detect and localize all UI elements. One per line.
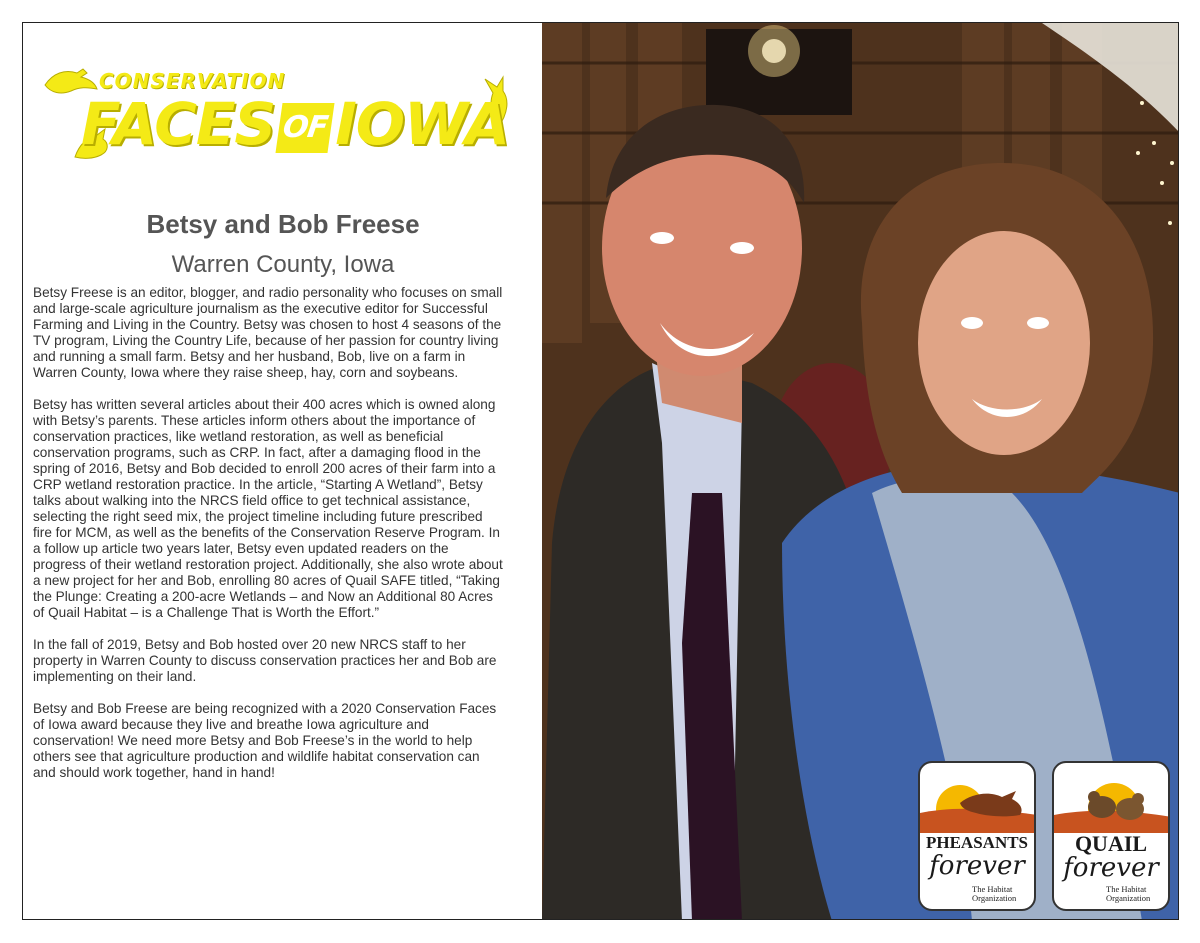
quail-tagline-line1: The Habitat bbox=[1106, 884, 1147, 894]
quail-sunset-icon bbox=[1054, 763, 1170, 833]
logo-of-text: OF bbox=[276, 103, 335, 153]
logo-iowa-text: IOWA bbox=[335, 90, 509, 158]
text-panel bbox=[23, 23, 543, 919]
quail-tagline-line2: Organization bbox=[1106, 893, 1151, 903]
honoree-photo bbox=[542, 23, 1179, 919]
conservation-faces-of-iowa-logo bbox=[41, 55, 511, 180]
logo-faces-text: FACES bbox=[81, 90, 276, 158]
logo-conservation-text: CONSERVATION bbox=[99, 69, 286, 93]
pheasants-tagline-line1: The Habitat bbox=[972, 884, 1013, 894]
pheasant-sunset-icon bbox=[920, 763, 1036, 833]
quail-forever-script: forever bbox=[1063, 853, 1159, 883]
biography bbox=[33, 285, 503, 797]
quail-title: QUAIL bbox=[1074, 831, 1148, 856]
logo-main-text bbox=[81, 90, 509, 158]
pheasants-forever-script: forever bbox=[929, 851, 1025, 881]
pheasants-tagline-line2: Organization bbox=[972, 893, 1017, 903]
bio-paragraph: Betsy and Bob Freese are being recognized with a 2020 Conservation Faces of Iowa award because they live and breathe Iowa agriculture and conservation! We need more Betsy and Bob Freese’s in the world to help others see that agriculture production and wildlife habitat conservation can and should work together, hand in hand! bbox=[33, 701, 497, 780]
honoree-location: Warren County, Iowa bbox=[171, 251, 395, 278]
pheasants-title: PHEASANTS bbox=[925, 833, 1029, 852]
pheasants-forever-logo bbox=[918, 761, 1036, 911]
bio-paragraph: Betsy has written several articles about their 400 acres which is owned along with Betsy’s parents. These articles inform others about the importance of conservation practices, like wetland restoration, as well as beneficial conservation programs, such as CRP. In fact, after a damaging flood in the spring of 2016, Betsy and Bob decided to enroll 200 acres of their farm into a CRP wetland restoration practice. In the article, “Starting A Wetland”, Betsy talks about walking into the NRCS field office to get technical assistance, selecting the right seed mix, the project timeline including future prescribed fire for MCM, as well as the benefits of the Conservation Reserve Program. In a follow up article two years later, Betsy even updated readers on the progress of their wetland restoration project. Additionally, she also wrote about a new project for her and Bob, enrolling 80 acres of Quail SAFE titled, “Taking the Plunge: Creating a 200-acre Wetlands – and Now an Additional 80 Acres of Quail Habitat – is a Challenge That is Worth the Effort.” bbox=[33, 397, 503, 620]
poster-frame bbox=[22, 22, 1179, 920]
quail-forever-logo bbox=[1052, 761, 1170, 911]
honoree-name: Betsy and Bob Freese bbox=[146, 209, 420, 239]
quail-tagline bbox=[1106, 885, 1162, 903]
pheasants-tagline bbox=[972, 885, 1028, 903]
bio-paragraph: In the fall of 2019, Betsy and Bob hosted over 20 new NRCS staff to her property in Warren County to discuss conservation practices her and Bob are implementing on their land. bbox=[33, 637, 497, 684]
bio-paragraph: Betsy Freese is an editor, blogger, and radio personality who focuses on small and large-scale agriculture journalism as the executive editor for Successful Farming and Living in the Country. Betsy was chosen to host 4 seasons of the TV program, Living the Country Life, because of her passion for country living and running a small farm. Betsy and her husband, Bob, live on a farm in Warren County, Iowa where they raise sheep, hay, corn and soybeans. bbox=[33, 285, 503, 380]
